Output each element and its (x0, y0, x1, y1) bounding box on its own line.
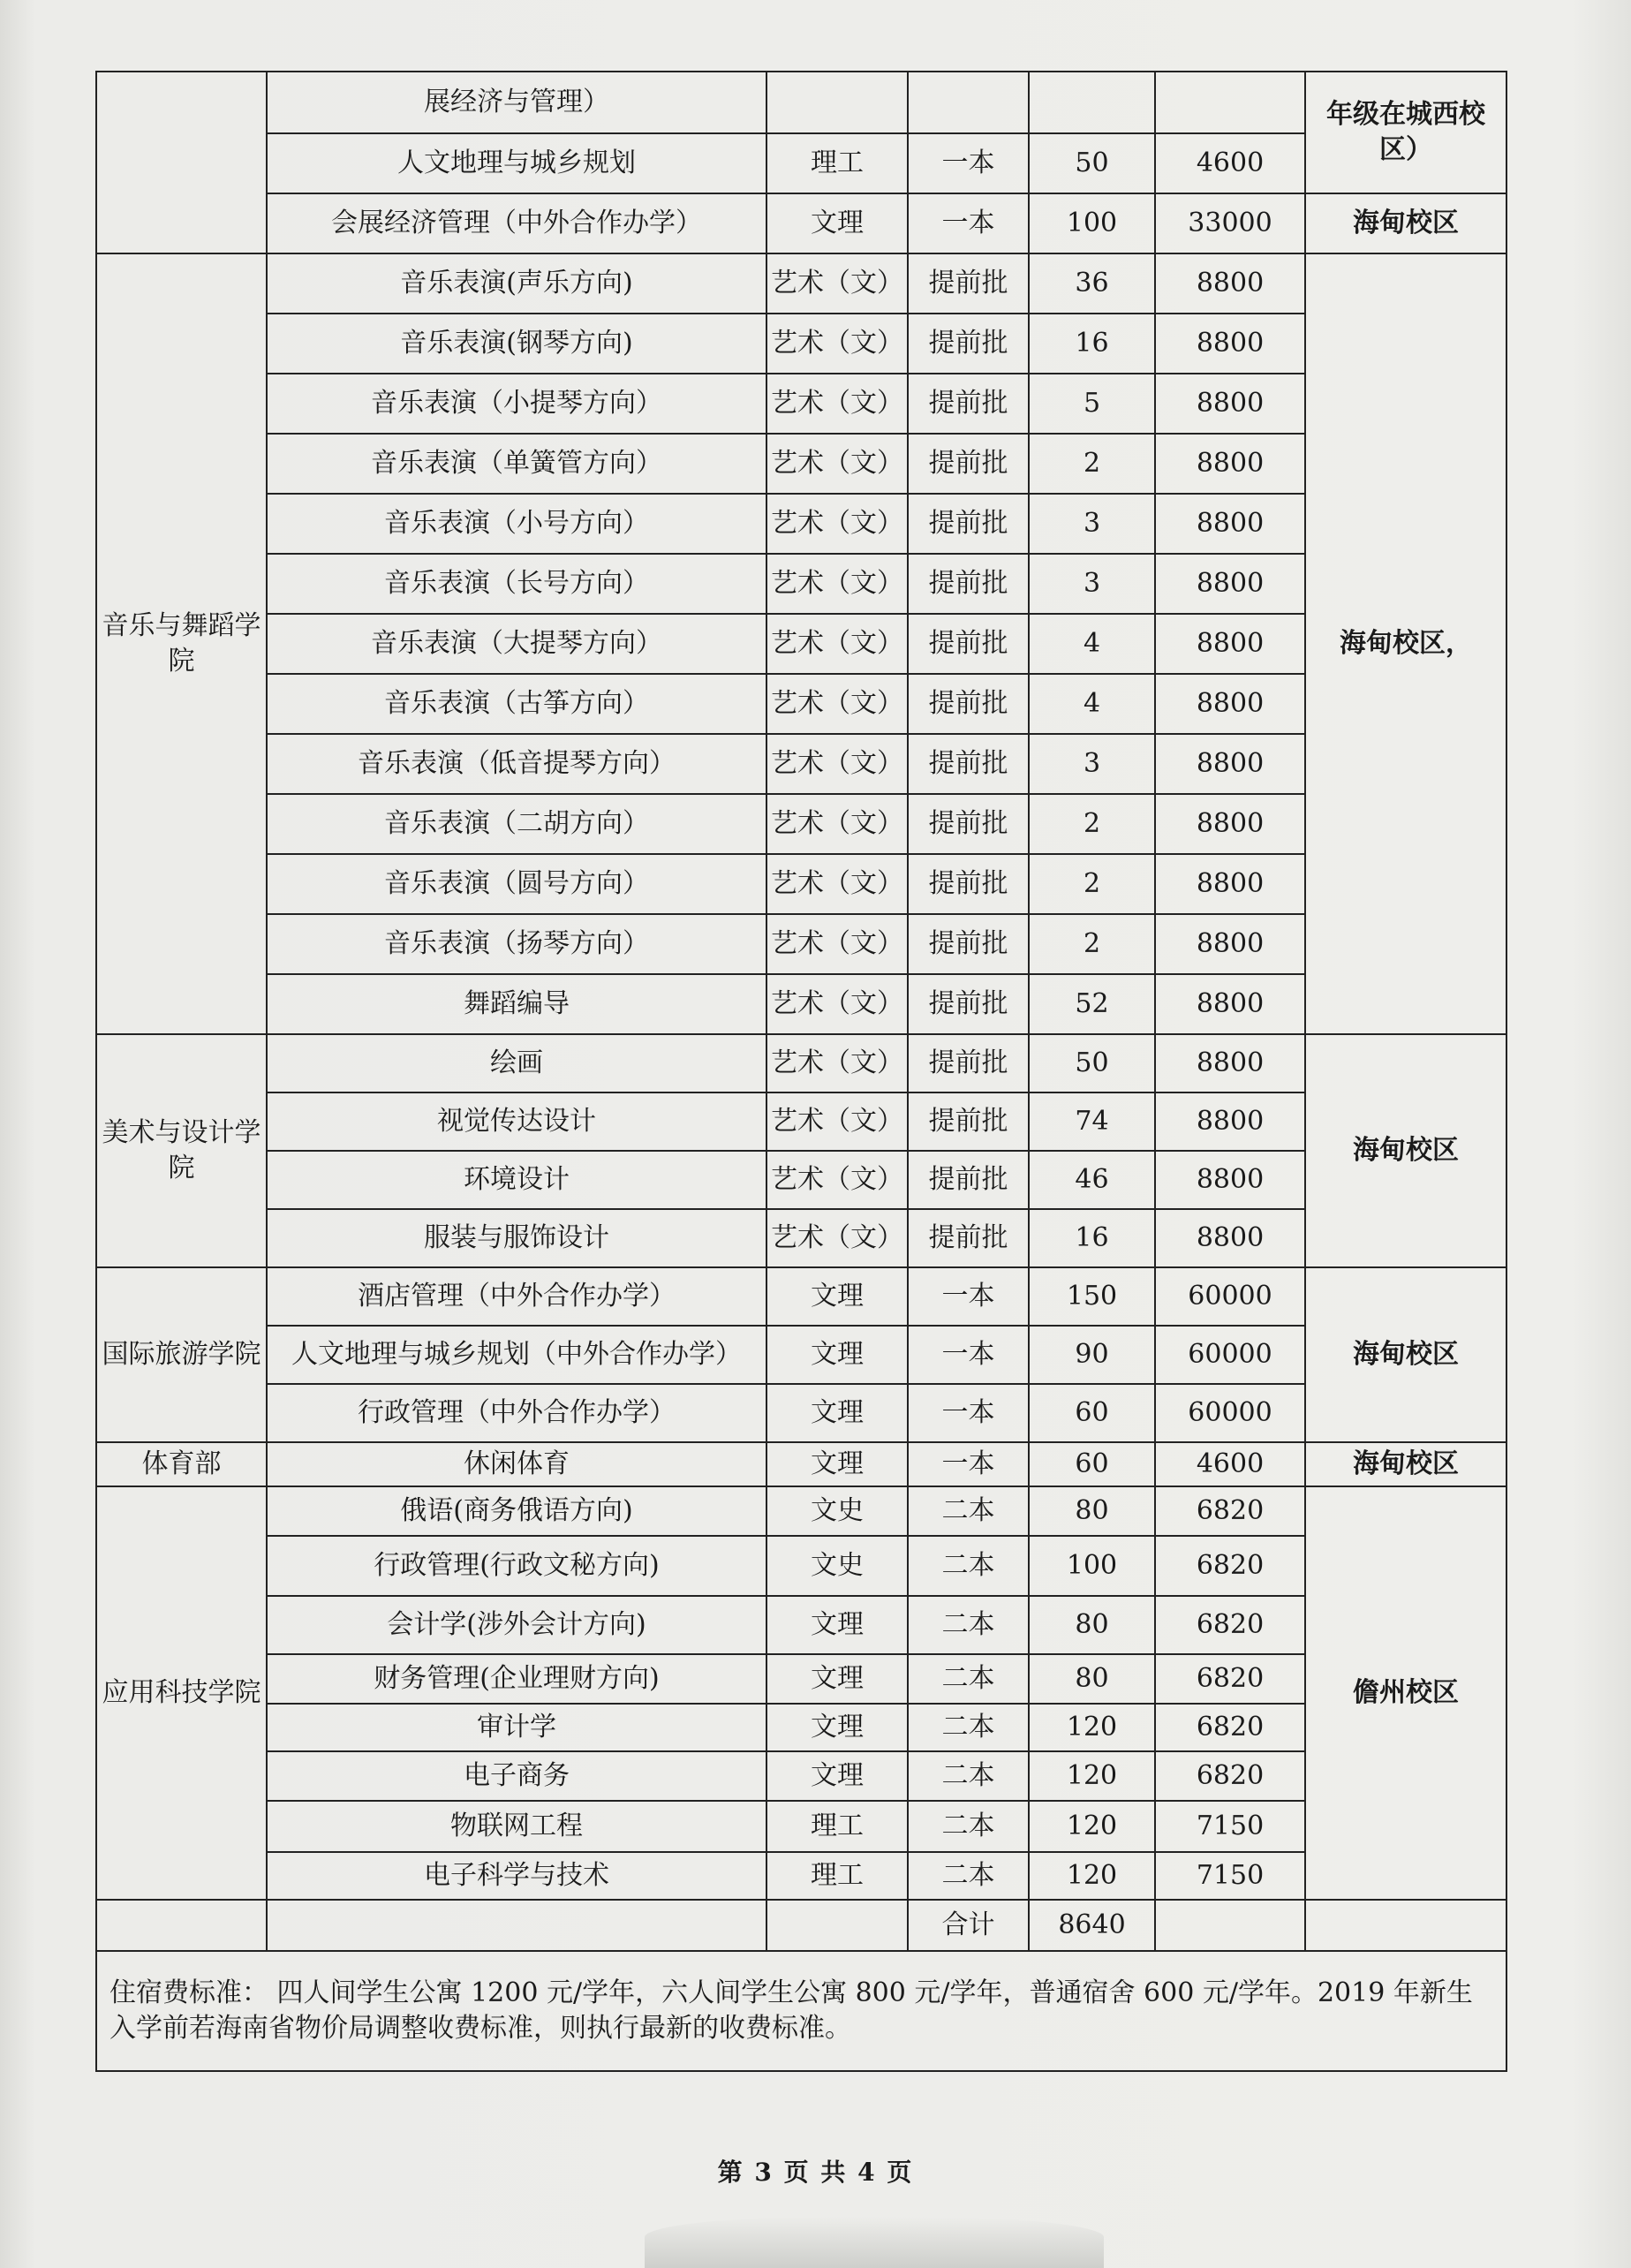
category-cell: 文理 (766, 1596, 908, 1654)
plan-cell: 80 (1029, 1654, 1155, 1704)
batch-cell: 提前批 (908, 974, 1029, 1034)
batch-cell: 提前批 (908, 1034, 1029, 1092)
table-row (96, 614, 1506, 674)
major-cell: 音乐表演（圆号方向） (267, 854, 766, 914)
table-row (96, 1536, 1506, 1596)
category-cell: 理工 (766, 1852, 908, 1900)
table-row (96, 133, 1506, 193)
table-row (96, 494, 1506, 554)
batch-cell: 一本 (908, 1442, 1029, 1486)
major-cell: 音乐表演（低音提琴方向） (267, 734, 766, 794)
plan-cell: 3 (1029, 494, 1155, 554)
category-cell: 文理 (766, 1326, 908, 1384)
category-cell: 艺术（文） (766, 974, 908, 1034)
table-row (96, 193, 1506, 253)
fee-cell: 8800 (1155, 674, 1305, 734)
plan-cell (1029, 72, 1155, 133)
empty-cell (766, 1900, 908, 1951)
major-cell: 音乐表演（小号方向） (267, 494, 766, 554)
plan-cell: 120 (1029, 1852, 1155, 1900)
category-cell: 文史 (766, 1486, 908, 1536)
batch-cell: 提前批 (908, 434, 1029, 494)
table-row (96, 1384, 1506, 1442)
fee-cell: 6820 (1155, 1596, 1305, 1654)
accommodation-note: 住宿费标准： 四人间学生公寓 1200 元/学年，六人间学生公寓 800 元/学年，普通宿舍 600 元/学年。2019 年新生入学前若海南省物价局调整收费标准，则执行最新的收费标准。 (96, 1951, 1506, 2071)
table-row (96, 1751, 1506, 1801)
batch-cell: 一本 (908, 1267, 1029, 1326)
department-cell: 体育部 (96, 1442, 267, 1486)
major-cell: 人文地理与城乡规划 (267, 133, 766, 193)
major-cell: 会展经济管理（中外合作办学） (267, 193, 766, 253)
total-row (96, 1900, 1506, 1951)
plan-cell: 16 (1029, 1209, 1155, 1267)
category-cell: 艺术（文） (766, 614, 908, 674)
major-cell: 人文地理与城乡规划（中外合作办学） (267, 1326, 766, 1384)
plan-cell: 52 (1029, 974, 1155, 1034)
batch-cell: 提前批 (908, 734, 1029, 794)
batch-cell (908, 72, 1029, 133)
category-cell: 理工 (766, 1801, 908, 1852)
batch-cell: 二本 (908, 1486, 1029, 1536)
table-row (96, 734, 1506, 794)
major-cell: 财务管理(企业理财方向) (267, 1654, 766, 1704)
plan-cell: 80 (1029, 1486, 1155, 1536)
fee-cell: 8800 (1155, 614, 1305, 674)
fee-cell: 8800 (1155, 734, 1305, 794)
batch-cell: 提前批 (908, 494, 1029, 554)
fee-cell: 6820 (1155, 1536, 1305, 1596)
batch-cell: 提前批 (908, 614, 1029, 674)
plan-cell: 2 (1029, 434, 1155, 494)
fee-cell: 6820 (1155, 1486, 1305, 1536)
plan-cell: 4 (1029, 614, 1155, 674)
category-cell: 文理 (766, 1384, 908, 1442)
fee-cell: 8800 (1155, 794, 1305, 854)
table-row (96, 914, 1506, 974)
fee-cell: 8800 (1155, 1034, 1305, 1092)
category-cell: 艺术（文） (766, 314, 908, 374)
category-cell: 艺术（文） (766, 434, 908, 494)
campus-cell: 年级在城西校区） (1305, 72, 1506, 193)
plan-cell: 50 (1029, 133, 1155, 193)
batch-cell: 二本 (908, 1536, 1029, 1596)
plan-cell: 120 (1029, 1801, 1155, 1852)
empty-cell (1155, 1900, 1305, 1951)
empty-cell (267, 1900, 766, 1951)
plan-cell: 60 (1029, 1384, 1155, 1442)
category-cell: 艺术（文） (766, 554, 908, 614)
fee-cell: 6820 (1155, 1654, 1305, 1704)
fee-cell: 7150 (1155, 1801, 1305, 1852)
plan-cell: 74 (1029, 1092, 1155, 1151)
batch-cell: 一本 (908, 1384, 1029, 1442)
campus-cell: 海甸校区 (1305, 1034, 1506, 1267)
major-cell: 绘画 (267, 1034, 766, 1092)
table-row (96, 1209, 1506, 1267)
department-cell: 国际旅游学院 (96, 1267, 267, 1442)
plan-cell: 50 (1029, 1034, 1155, 1092)
major-cell: 审计学 (267, 1704, 766, 1751)
batch-cell: 提前批 (908, 854, 1029, 914)
table-row (96, 674, 1506, 734)
plan-cell: 36 (1029, 253, 1155, 314)
plan-cell: 3 (1029, 734, 1155, 794)
table-row (96, 314, 1506, 374)
table-row (96, 1034, 1506, 1092)
department-cell: 应用科技学院 (96, 1486, 267, 1900)
campus-cell: 海甸校区， (1305, 253, 1506, 1034)
batch-cell: 一本 (908, 1326, 1029, 1384)
scan-smudge (645, 2217, 1104, 2268)
batch-cell: 提前批 (908, 914, 1029, 974)
batch-cell: 二本 (908, 1654, 1029, 1704)
major-cell: 音乐表演（大提琴方向） (267, 614, 766, 674)
category-cell: 文理 (766, 1267, 908, 1326)
table-row (96, 72, 1506, 133)
fee-cell: 8800 (1155, 554, 1305, 614)
batch-cell: 提前批 (908, 314, 1029, 374)
category-cell: 文理 (766, 193, 908, 253)
batch-cell: 二本 (908, 1852, 1029, 1900)
plan-cell: 120 (1029, 1704, 1155, 1751)
plan-cell: 150 (1029, 1267, 1155, 1326)
category-cell: 理工 (766, 133, 908, 193)
fee-table (95, 71, 1507, 2072)
category-cell: 艺术（文） (766, 794, 908, 854)
category-cell: 艺术（文） (766, 914, 908, 974)
campus-cell: 海甸校区 (1305, 1267, 1506, 1442)
empty-cell (96, 1900, 267, 1951)
category-cell: 艺术（文） (766, 854, 908, 914)
major-cell: 视觉传达设计 (267, 1092, 766, 1151)
plan-cell: 100 (1029, 1536, 1155, 1596)
major-cell: 音乐表演（二胡方向） (267, 794, 766, 854)
plan-cell: 4 (1029, 674, 1155, 734)
fee-cell: 8800 (1155, 434, 1305, 494)
major-cell: 服装与服饰设计 (267, 1209, 766, 1267)
fee-cell: 8800 (1155, 494, 1305, 554)
table-row (96, 1326, 1506, 1384)
plan-cell: 46 (1029, 1151, 1155, 1209)
fee-cell: 33000 (1155, 193, 1305, 253)
category-cell: 文史 (766, 1536, 908, 1596)
campus-cell: 海甸校区 (1305, 1442, 1506, 1486)
major-cell: 音乐表演（长号方向） (267, 554, 766, 614)
major-cell: 展经济与管理） (267, 72, 766, 133)
fee-cell: 8800 (1155, 253, 1305, 314)
major-cell: 俄语(商务俄语方向) (267, 1486, 766, 1536)
table-row (96, 1442, 1506, 1486)
category-cell: 艺术（文） (766, 734, 908, 794)
table-row (96, 1801, 1506, 1852)
major-cell: 舞蹈编导 (267, 974, 766, 1034)
table-row (96, 854, 1506, 914)
table-row (96, 1092, 1506, 1151)
batch-cell: 提前批 (908, 794, 1029, 854)
fee-cell: 60000 (1155, 1267, 1305, 1326)
batch-cell: 提前批 (908, 374, 1029, 434)
major-cell: 环境设计 (267, 1151, 766, 1209)
plan-cell: 2 (1029, 854, 1155, 914)
category-cell: 艺术（文） (766, 1092, 908, 1151)
department-cell: 音乐与舞蹈学院 (96, 253, 267, 1034)
total-value: 8640 (1029, 1900, 1155, 1951)
plan-cell: 90 (1029, 1326, 1155, 1384)
page-number: 第 3 页 共 4 页 (717, 2158, 914, 2187)
category-cell: 文理 (766, 1704, 908, 1751)
batch-cell: 提前批 (908, 253, 1029, 314)
batch-cell: 二本 (908, 1751, 1029, 1801)
batch-cell: 二本 (908, 1704, 1029, 1751)
plan-cell: 3 (1029, 554, 1155, 614)
category-cell: 艺术（文） (766, 374, 908, 434)
batch-cell: 提前批 (908, 1092, 1029, 1151)
total-label: 合计 (908, 1900, 1029, 1951)
fee-cell: 8800 (1155, 1209, 1305, 1267)
category-cell: 艺术（文） (766, 253, 908, 314)
fee-cell: 6820 (1155, 1751, 1305, 1801)
plan-cell: 120 (1029, 1751, 1155, 1801)
category-cell: 文理 (766, 1654, 908, 1704)
table-row (96, 1486, 1506, 1536)
table-row (96, 1704, 1506, 1751)
fee-cell: 8800 (1155, 314, 1305, 374)
fee-cell: 8800 (1155, 974, 1305, 1034)
table-row (96, 1596, 1506, 1654)
fee-cell: 8800 (1155, 854, 1305, 914)
major-cell: 行政管理(行政文秘方向) (267, 1536, 766, 1596)
category-cell: 艺术（文） (766, 1034, 908, 1092)
plan-cell: 100 (1029, 193, 1155, 253)
fee-cell: 60000 (1155, 1326, 1305, 1384)
fee-cell: 4600 (1155, 1442, 1305, 1486)
department-cell (96, 72, 267, 253)
plan-cell: 80 (1029, 1596, 1155, 1654)
category-cell: 艺术（文） (766, 1151, 908, 1209)
fee-cell: 6820 (1155, 1704, 1305, 1751)
batch-cell: 提前批 (908, 554, 1029, 614)
batch-cell: 提前批 (908, 1151, 1029, 1209)
table-row (96, 794, 1506, 854)
fee-cell: 8800 (1155, 1151, 1305, 1209)
major-cell: 物联网工程 (267, 1801, 766, 1852)
table-row (96, 253, 1506, 314)
batch-cell: 一本 (908, 133, 1029, 193)
major-cell: 音乐表演(钢琴方向) (267, 314, 766, 374)
category-cell: 艺术（文） (766, 1209, 908, 1267)
table-row (96, 974, 1506, 1034)
fee-cell: 60000 (1155, 1384, 1305, 1442)
plan-cell: 2 (1029, 794, 1155, 854)
major-cell: 休闲体育 (267, 1442, 766, 1486)
table-row (96, 374, 1506, 434)
campus-cell: 海甸校区 (1305, 193, 1506, 253)
major-cell: 电子商务 (267, 1751, 766, 1801)
batch-cell: 提前批 (908, 1209, 1029, 1267)
plan-cell: 60 (1029, 1442, 1155, 1486)
table-row (96, 554, 1506, 614)
major-cell: 音乐表演（扬琴方向） (267, 914, 766, 974)
table-row (96, 1852, 1506, 1900)
major-cell: 音乐表演（单簧管方向） (267, 434, 766, 494)
batch-cell: 一本 (908, 193, 1029, 253)
category-cell: 艺术（文） (766, 494, 908, 554)
category-cell: 文理 (766, 1751, 908, 1801)
fee-cell: 8800 (1155, 1092, 1305, 1151)
fee-cell: 4600 (1155, 133, 1305, 193)
fee-cell (1155, 72, 1305, 133)
category-cell: 艺术（文） (766, 674, 908, 734)
batch-cell: 二本 (908, 1801, 1029, 1852)
plan-cell: 5 (1029, 374, 1155, 434)
table-row (96, 1151, 1506, 1209)
major-cell: 会计学(涉外会计方向) (267, 1596, 766, 1654)
plan-cell: 2 (1029, 914, 1155, 974)
major-cell: 电子科学与技术 (267, 1852, 766, 1900)
major-cell: 音乐表演(声乐方向) (267, 253, 766, 314)
major-cell: 音乐表演（古筝方向） (267, 674, 766, 734)
batch-cell: 二本 (908, 1596, 1029, 1654)
major-cell: 酒店管理（中外合作办学） (267, 1267, 766, 1326)
note-row (96, 1951, 1506, 2071)
major-cell: 音乐表演（小提琴方向） (267, 374, 766, 434)
batch-cell: 提前批 (908, 674, 1029, 734)
fee-cell: 8800 (1155, 374, 1305, 434)
table-row (96, 1654, 1506, 1704)
department-cell: 美术与设计学院 (96, 1034, 267, 1267)
fee-cell: 8800 (1155, 914, 1305, 974)
major-cell: 行政管理（中外合作办学） (267, 1384, 766, 1442)
category-cell: 文理 (766, 1442, 908, 1486)
category-cell (766, 72, 908, 133)
plan-cell: 16 (1029, 314, 1155, 374)
empty-cell (1305, 1900, 1506, 1951)
campus-cell: 儋州校区 (1305, 1486, 1506, 1900)
table-row (96, 1267, 1506, 1326)
fee-cell: 7150 (1155, 1852, 1305, 1900)
table-row (96, 434, 1506, 494)
